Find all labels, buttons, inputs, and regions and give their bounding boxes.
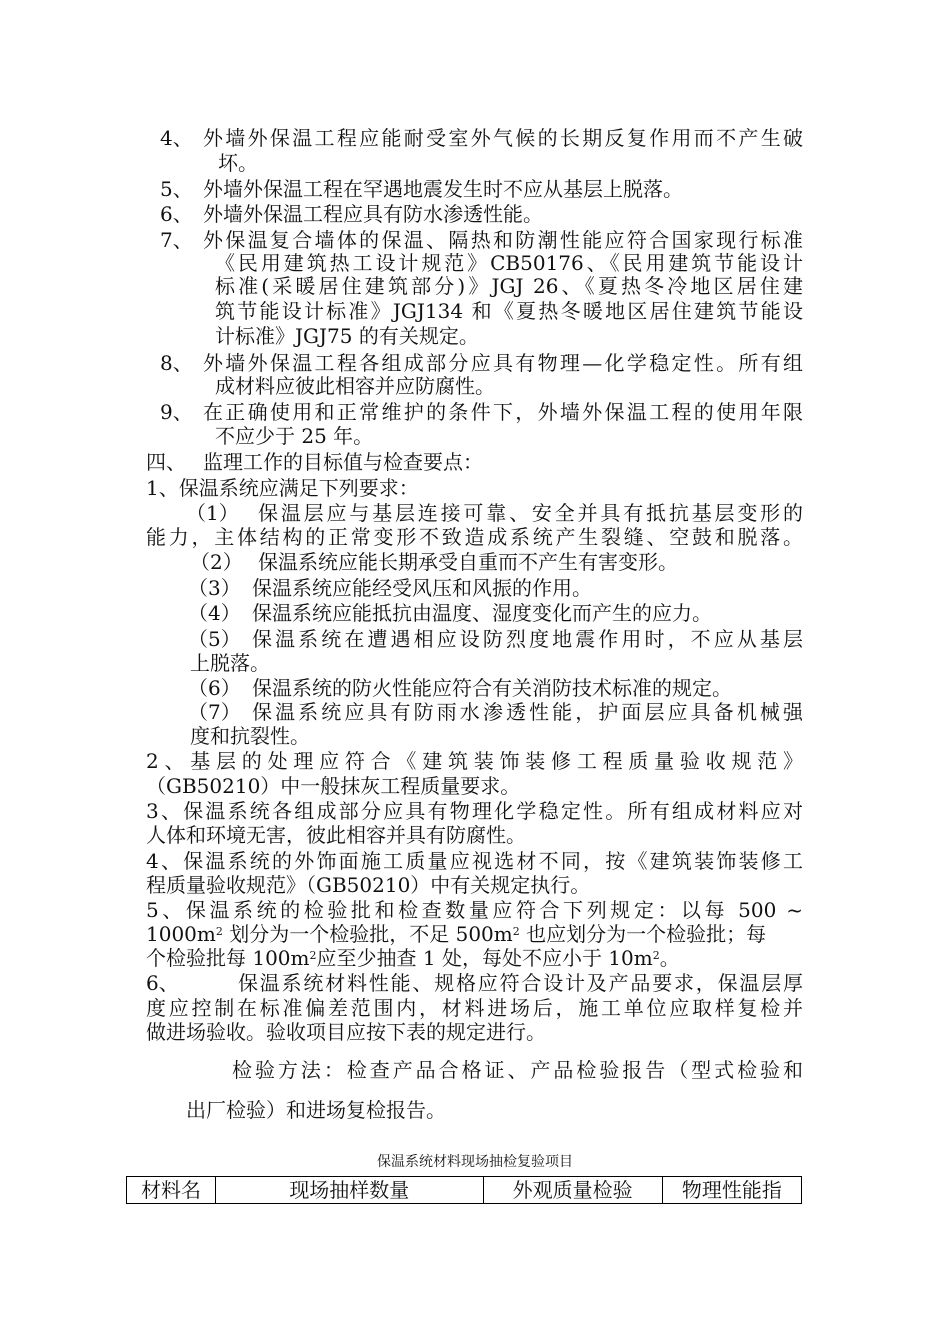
method-text: 出厂检验）和进场复检报告。 xyxy=(186,1098,446,1122)
paragraph-text: 程质量验收规范》（GB50210）中有关规定执行。 xyxy=(146,873,591,897)
sub-text: 保温系统的防火性能应符合有关消防技术标准的规定。 xyxy=(252,676,732,700)
sub-text: 保温系统在遭遇相应设防烈度地震作用时，不应从基层 xyxy=(252,627,803,651)
item-number: 6、 xyxy=(160,202,193,226)
table-header-cell: 材料名 xyxy=(127,1177,216,1204)
sub-text: 上脱落。 xyxy=(190,651,270,675)
table-header-row xyxy=(127,1177,802,1204)
paragraph-text: （GB50210）中一般抹灰工程质量要求。 xyxy=(146,774,521,798)
table-caption: 保温系统材料现场抽检复验项目 xyxy=(377,1154,573,1170)
item-number: 8、 xyxy=(160,351,193,375)
paragraph-text: 人体和环境无害，彼此相容并具有防腐性。 xyxy=(146,823,526,847)
item-text: 成材料应彼此相容并应防腐性。 xyxy=(215,374,495,398)
item-text: 标准(采暖居住建筑部分)》JGJ 26、《夏热冬冷地区居住建 xyxy=(215,274,803,298)
item-text: 《民用建筑热工设计规范》CB50176、《民用建筑节能设计 xyxy=(215,251,803,275)
method-text: 检验方法：检查产品合格证、产品检验报告（型式检验和 xyxy=(232,1058,803,1082)
sub-number: （7） xyxy=(188,700,241,724)
paragraph-text: 2、基层的处理应符合《建筑装饰装修工程质量验收规范》 xyxy=(146,749,803,773)
sub-text: 保温系统应能长期承受自重而不产生有害变形。 xyxy=(258,550,678,574)
sub-text: 保温层应与基层连接可靠、安全并具有抵抗基层变形的 xyxy=(258,501,803,525)
paragraph-text: 度应控制在标准偏差范围内，材料进场后，施工单位应取样复检并 xyxy=(146,996,803,1020)
requirement-1: 1、保温系统应满足下列要求： xyxy=(146,476,419,500)
sub-text: 保温系统应具有防雨水渗透性能，护面层应具备机械强 xyxy=(252,700,803,724)
sub-text: 保温系统应能抵抗由温度、湿度变化而产生的应力。 xyxy=(252,601,712,625)
item-number: 9、 xyxy=(160,400,193,424)
sampling-table xyxy=(126,1176,802,1204)
paragraph-text: 4、保温系统的外饰面施工质量应视选材不同，按《建筑装饰装修工 xyxy=(146,849,803,873)
item-text: 外墙外保温工程应能耐受室外气候的长期反复作用而不产生破 xyxy=(203,126,803,150)
item-number: 7、 xyxy=(160,228,193,252)
sub-text: 度和抗裂性。 xyxy=(190,724,310,748)
item-text: 外墙外保温工程各组成部分应具有物理—化学稳定性。所有组 xyxy=(203,351,803,375)
sub-text: 保温系统应能经受风压和风振的作用。 xyxy=(252,576,592,600)
paragraph-text: 3、保温系统各组成部分应具有物理化学稳定性。所有组成材料应对 xyxy=(146,799,803,823)
sub-number: （2） xyxy=(190,550,243,574)
section-number: 四、 xyxy=(146,450,186,474)
item-text: 外保温复合墙体的保温、隔热和防潮性能应符合国家现行标准 xyxy=(203,228,803,252)
table-header-cell: 现场抽样数量 xyxy=(216,1177,483,1204)
sub-text: 能力，主体结构的正常变形不致造成系统产生裂缝、空鼓和脱落。 xyxy=(146,525,803,549)
sub-number: （3） xyxy=(188,576,241,600)
item-text: 坏。 xyxy=(218,151,258,175)
section-title: 监理工作的目标值与检查要点： xyxy=(203,450,483,474)
sub-number: （5） xyxy=(188,627,241,651)
paragraph-text: 保温系统材料性能、规格应符合设计及产品要求，保温层厚 xyxy=(238,971,803,995)
item-text: 外墙外保温工程应具有防水渗透性能。 xyxy=(203,202,543,226)
table-header-cell: 物理性能指 xyxy=(662,1177,801,1204)
item-number: 5、 xyxy=(160,177,193,201)
item-text: 计标准》JGJ75 的有关规定。 xyxy=(215,324,479,348)
sub-number: （1） xyxy=(186,501,239,525)
item-number: 4、 xyxy=(160,126,193,150)
item-text: 在正确使用和正常维护的条件下，外墙外保温工程的使用年限 xyxy=(203,400,803,424)
table-header-cell: 外观质量检验 xyxy=(483,1177,662,1204)
paragraph-text: 5、保温系统的检验批和检查数量应符合下列规定：以每 500 ~ xyxy=(146,898,803,922)
paragraph-text: 个检验批每 $100m^2$应至少抽查 1 处，每处不应小于 $10m^2$。 xyxy=(146,946,680,970)
paragraph-text: $1000m^2$ 划分为一个检验批，不足 $500m^2$ 也应划分为一个检验批；每 xyxy=(146,922,767,946)
paragraph-number: 6、 xyxy=(146,971,179,995)
sub-number: （4） xyxy=(188,601,241,625)
sub-number: （6） xyxy=(188,676,241,700)
item-text: 不应少于 25 年。 xyxy=(215,424,374,448)
item-text: 筑节能设计标准》JGJ134 和《夏热冬暖地区居住建筑节能设 xyxy=(215,299,803,323)
item-text: 外墙外保温工程在罕遇地震发生时不应从基层上脱落。 xyxy=(203,177,683,201)
paragraph-text: 做进场验收。验收项目应按下表的规定进行。 xyxy=(146,1020,546,1044)
